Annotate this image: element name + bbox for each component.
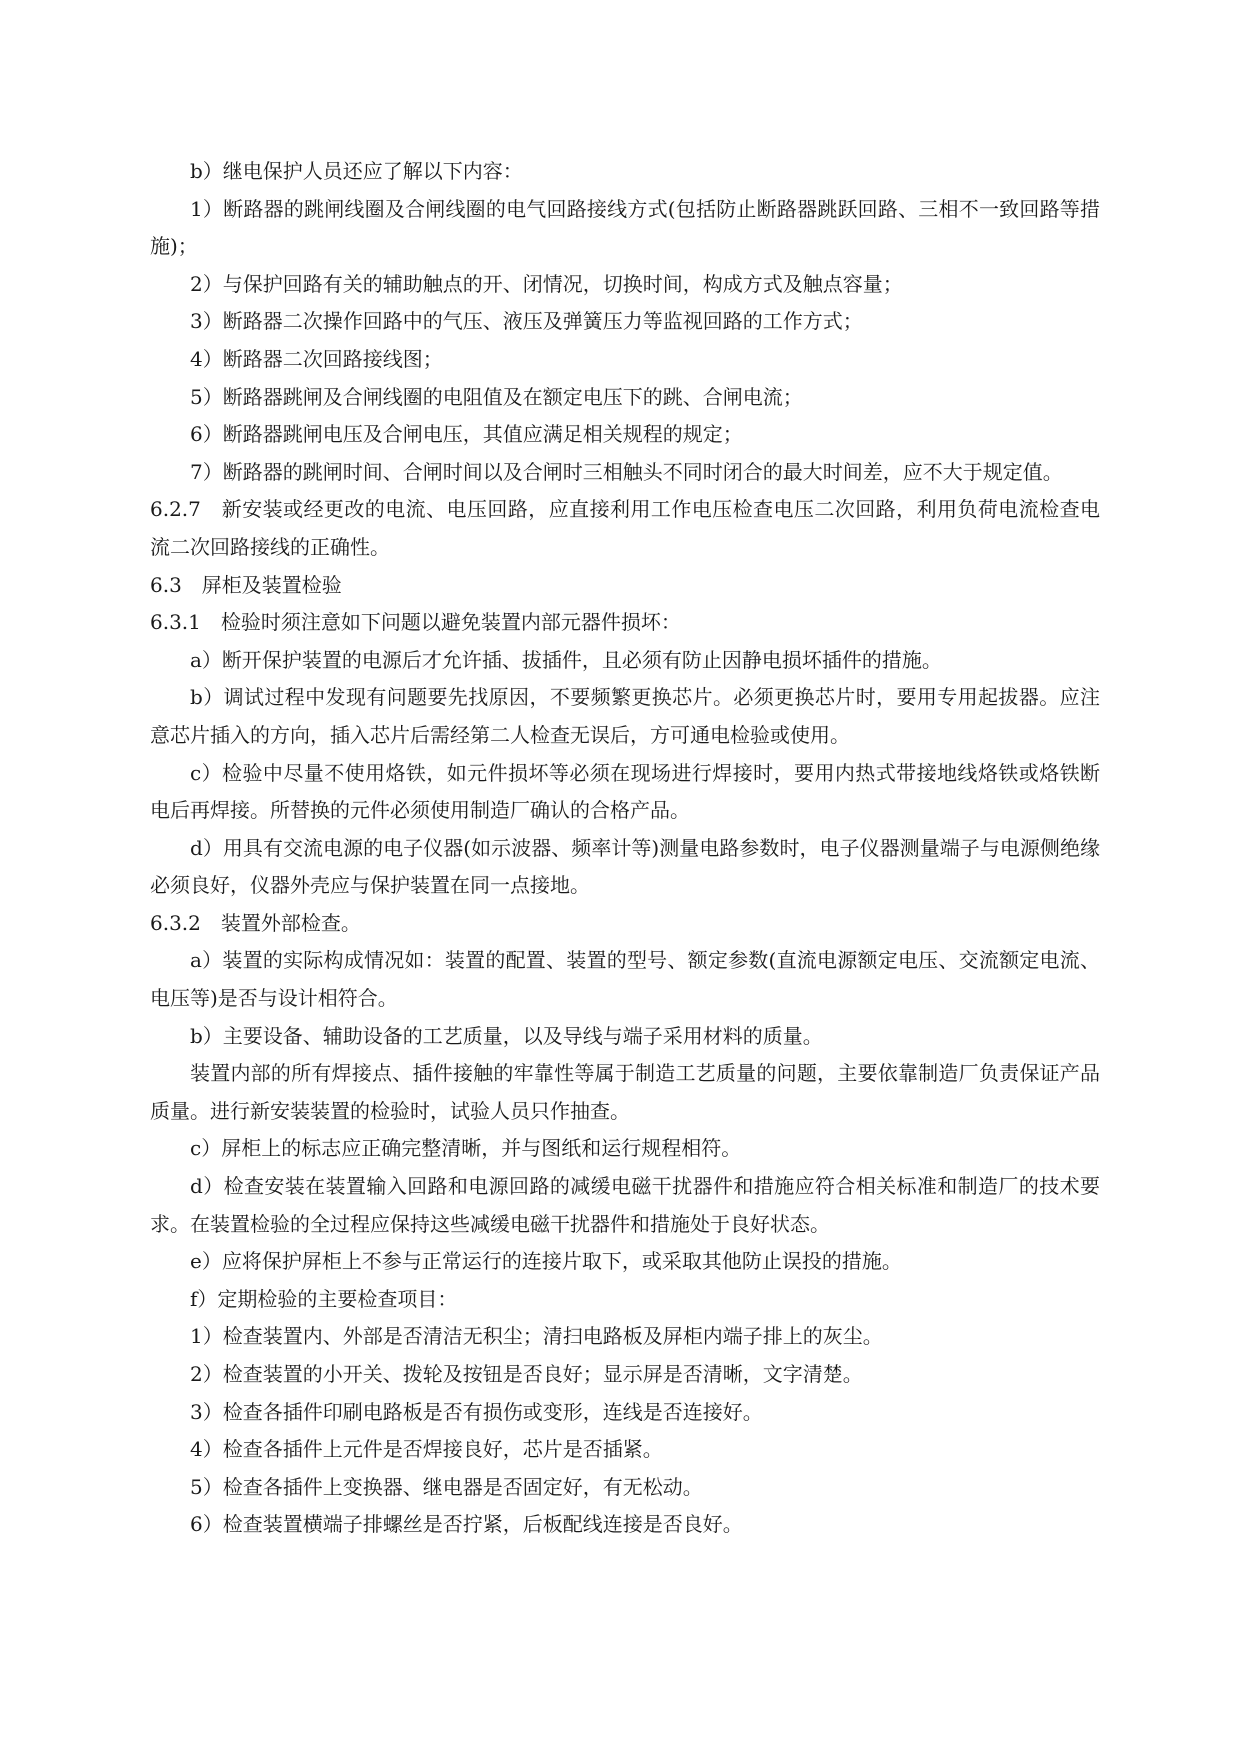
paragraph: 7）断路器的跳闸时间、合闸时间以及合闸时三相触头不同时闭合的最大时间差，应不大于规定值。 bbox=[190, 459, 1063, 484]
paragraph: e）应将保护屏柜上不参与正常运行的连接片取下，或采取其他防止误投的措施。 bbox=[190, 1249, 902, 1274]
paragraph: b）继电保护人员还应了解以下内容： bbox=[190, 159, 523, 183]
paragraph: 6）断路器跳闸电压及合闸电压，其值应满足相关规程的规定； bbox=[190, 422, 743, 447]
paragraph: 4）检查各插件上元件是否焊接良好，芯片是否插紧。 bbox=[190, 1437, 663, 1462]
paragraph: 5）检查各插件上变换器、继电器是否固定好，有无松动。 bbox=[190, 1474, 703, 1499]
section-heading: 6.3.1 检验时须注意如下问题以避免装置内部元器件损坏： bbox=[150, 610, 681, 635]
paragraph: 1）断路器的跳闸线圈及合闸线圈的电气回路接线方式(包括防止断路器跳跃回路、三相不一致回路等措施)； bbox=[150, 196, 1100, 259]
paragraph: 2）与保护回路有关的辅助触点的开、闭情况，切换时间，构成方式及触点容量； bbox=[190, 271, 903, 296]
document-page bbox=[150, 153, 1100, 1544]
paragraph: 装置内部的所有焊接点、插件接触的牢靠性等属于制造工艺质量的问题，主要依靠制造厂负责保证产品质量。进行新安装装置的检验时，试验人员只作抽查。 bbox=[150, 1061, 1100, 1123]
paragraph: c）检验中尽量不使用烙铁，如元件损坏等必须在现场进行焊接时，要用内热式带接地线烙铁或烙铁断电后再焊接。所替换的元件必须使用制造厂确认的合格产品。 bbox=[150, 760, 1100, 823]
paragraph: 3）断路器二次操作回路中的气压、液压及弹簧压力等监视回路的工作方式； bbox=[190, 309, 863, 334]
paragraph: f）定期检验的主要检查项目： bbox=[190, 1286, 458, 1311]
section-heading: 6.2.7 新安装或经更改的电流、电压回路，应直接利用工作电压检查电压二次回路，利用负荷电流检查电流二次回路接线的正确性。 bbox=[150, 497, 1100, 559]
paragraph: 1）检查装置内、外部是否清洁无积尘；清扫电路板及屏柜内端子排上的灰尘。 bbox=[190, 1324, 883, 1349]
section-heading: 6.3 屏柜及装置检验 bbox=[150, 572, 342, 597]
paragraph: 2）检查装置的小开关、拨轮及按钮是否良好；显示屏是否清晰，文字清楚。 bbox=[190, 1362, 863, 1386]
paragraph: a）断开保护装置的电源后才允许插、拔插件，且必须有防止因静电损坏插件的措施。 bbox=[190, 647, 942, 672]
paragraph: d）检查安装在装置输入回路和电源回路的减缓电磁干扰器件和措施应符合相关标准和制造厂的技术要求。在装置检验的全过程应保持这些减缓电磁干扰器件和措施处于良好状态。 bbox=[150, 1174, 1100, 1236]
paragraph: 5）断路器跳闸及合闸线圈的电阻值及在额定电压下的跳、合闸电流； bbox=[190, 384, 803, 409]
paragraph: 3）检查各插件印刷电路板是否有损伤或变形，连线是否连接好。 bbox=[190, 1399, 763, 1424]
paragraph: c）屏柜上的标志应正确完整清晰，并与图纸和运行规程相符。 bbox=[190, 1136, 742, 1161]
section-heading: 6.3.2 装置外部检查。 bbox=[150, 910, 361, 935]
paragraph: a）装置的实际构成情况如：装置的配置、装置的型号、额定参数(直流电源额定电压、交流额定电流、电压等)是否与设计相符合。 bbox=[150, 948, 1100, 1011]
paragraph: b）调试过程中发现有问题要先找原因，不要频繁更换芯片。必须更换芯片时，要用专用起拔器。应注意芯片插入的方向，插入芯片后需经第二人检查无误后，方可通电检验或使用。 bbox=[150, 685, 1100, 747]
paragraph: d）用具有交流电源的电子仪器(如示波器、频率计等)测量电路参数时，电子仪器测量端子与电源侧绝缘必须良好，仪器外壳应与保护装置在同一点接地。 bbox=[150, 835, 1100, 898]
paragraph: b）主要设备、辅助设备的工艺质量，以及导线与端子采用材料的质量。 bbox=[190, 1023, 823, 1048]
paragraph: 4）断路器二次回路接线图； bbox=[190, 346, 443, 371]
paragraph: 6）检查装置横端子排螺丝是否拧紧，后板配线连接是否良好。 bbox=[190, 1512, 743, 1537]
